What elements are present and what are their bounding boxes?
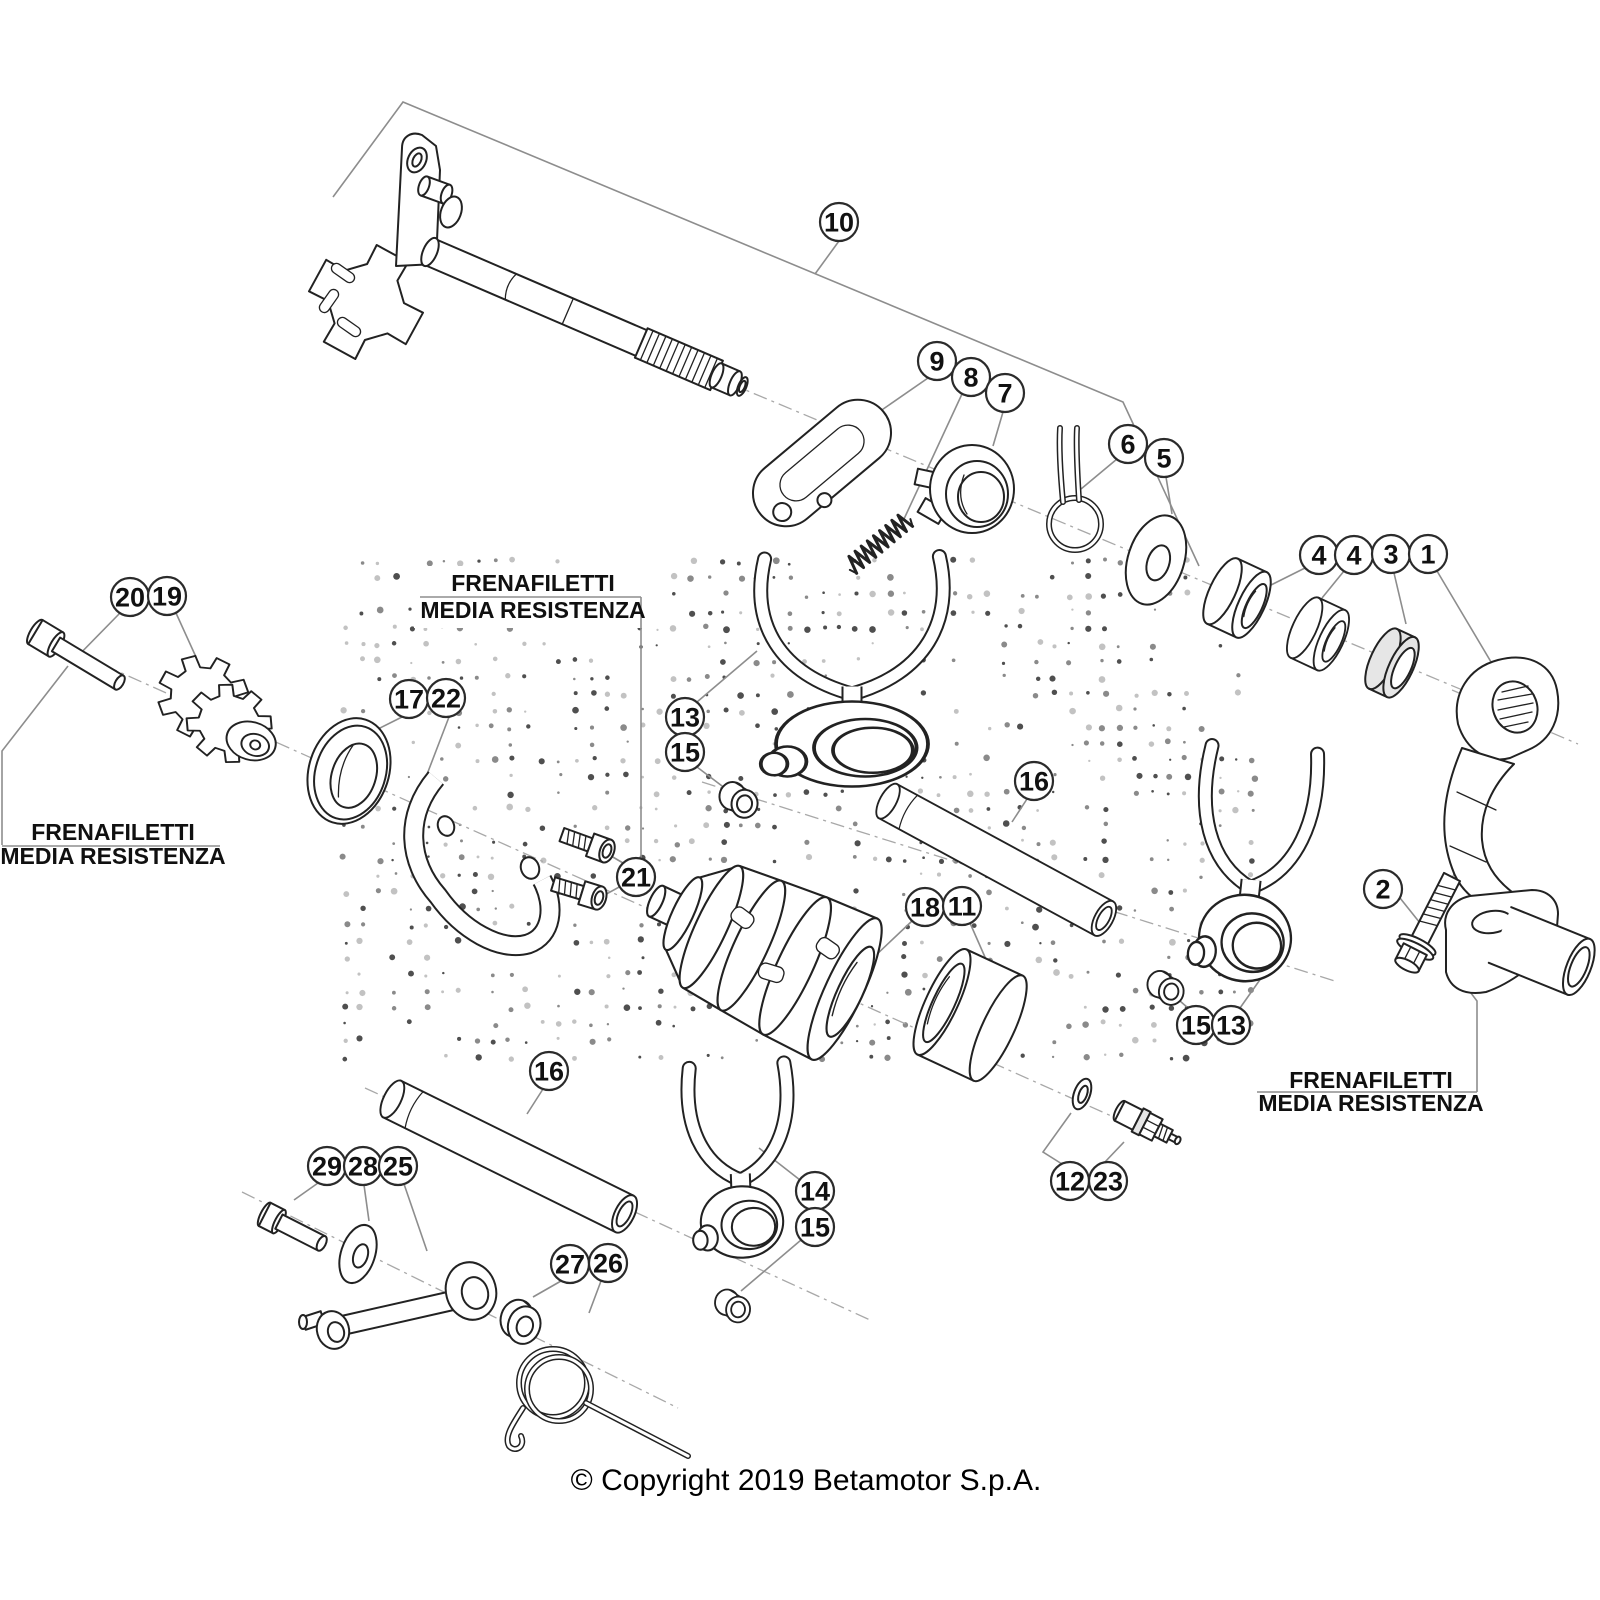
- callout-10: [820, 203, 858, 241]
- note-center-line2: MEDIA RESISTENZA: [420, 597, 646, 623]
- callout-27: [551, 1245, 589, 1283]
- svg-text:19: 19: [151, 581, 183, 612]
- svg-text:22: 22: [430, 683, 462, 714]
- callout-8: [952, 358, 990, 396]
- svg-text:17: 17: [393, 684, 425, 715]
- part-1-gear-shift-lever: [1444, 658, 1600, 1000]
- callout-15: [796, 1208, 834, 1246]
- part-4-bearing-a: [1196, 553, 1279, 643]
- part-15-bushing-bottom: [713, 1288, 753, 1324]
- callout-13: [666, 698, 704, 736]
- note-right-threadlocker: [1258, 1067, 1483, 1116]
- part-15-bushing-left: [717, 780, 760, 819]
- part-18-shift-drum: [618, 828, 895, 1067]
- callout-1: [1409, 535, 1447, 573]
- part-11-drum-bushing: [903, 943, 1037, 1088]
- callout-26: [589, 1244, 627, 1282]
- part-5-shim-washer: [1115, 508, 1197, 613]
- note-right-line1: FRENAFILETTI: [1289, 1067, 1453, 1093]
- callout-23: [1089, 1162, 1127, 1200]
- svg-text:18: 18: [909, 892, 941, 923]
- part-6-hairpin-spring: [1049, 428, 1101, 550]
- note-left-line2: MEDIA RESISTENZA: [0, 843, 226, 869]
- svg-text:16: 16: [1018, 766, 1050, 797]
- part-13-shift-fork-left: [761, 557, 943, 787]
- part-22-stopper-plate: [414, 778, 550, 946]
- part-25-stopper-lever: [299, 1257, 503, 1353]
- callout-22: [427, 679, 465, 717]
- part-28-washer: [333, 1220, 384, 1288]
- svg-text:23: 23: [1092, 1166, 1124, 1197]
- callout-5: [1145, 439, 1183, 477]
- callout-7: [986, 374, 1024, 412]
- callout-2: [1364, 870, 1402, 908]
- note-center-line1: FRENAFILETTI: [451, 570, 615, 596]
- svg-text:13: 13: [669, 702, 701, 733]
- callout-4: [1300, 536, 1338, 574]
- svg-text:13: 13: [1215, 1010, 1247, 1041]
- callout-18: [906, 888, 944, 926]
- callout-29: [308, 1147, 346, 1185]
- callout-17: [390, 680, 428, 718]
- part-26-torsion-spring: [507, 1349, 688, 1456]
- svg-text:21: 21: [620, 862, 652, 893]
- callout-20: [111, 578, 149, 616]
- callout-16: [1015, 762, 1053, 800]
- callout-14: [796, 1172, 834, 1210]
- note-center-threadlocker: [420, 570, 645, 623]
- svg-text:4: 4: [1346, 540, 1362, 571]
- note-left-threadlocker: [0, 819, 225, 869]
- svg-text:28: 28: [347, 1151, 379, 1182]
- svg-text:1: 1: [1420, 539, 1436, 570]
- svg-text:3: 3: [1383, 539, 1399, 570]
- svg-text:2: 2: [1375, 874, 1391, 905]
- svg-text:8: 8: [963, 362, 979, 393]
- svg-text:5: 5: [1156, 443, 1172, 474]
- part-17-oil-seal: [294, 707, 403, 834]
- callout-25: [379, 1147, 417, 1185]
- svg-text:26: 26: [592, 1248, 624, 1279]
- callout-9: [918, 342, 956, 380]
- svg-text:15: 15: [669, 737, 701, 768]
- part-3-seal-ring: [1358, 624, 1426, 702]
- svg-text:25: 25: [382, 1151, 414, 1182]
- svg-text:16: 16: [533, 1056, 565, 1087]
- part-8-coil-spring: [843, 511, 915, 576]
- note-right-line2: MEDIA RESISTENZA: [1258, 1090, 1484, 1116]
- callout-21: [617, 858, 655, 896]
- callout-28: [344, 1147, 382, 1185]
- callout-3: [1372, 535, 1410, 573]
- part-15-bushing-right: [1145, 969, 1186, 1006]
- callout-13: [1212, 1006, 1250, 1044]
- part-7-ratchet-cam: [915, 445, 1014, 533]
- callout-4: [1335, 536, 1373, 574]
- svg-text:6: 6: [1120, 429, 1136, 460]
- part-27-roller: [495, 1296, 547, 1349]
- svg-text:14: 14: [799, 1176, 831, 1207]
- callout-12: [1051, 1162, 1089, 1200]
- svg-text:11: 11: [947, 891, 977, 922]
- svg-text:27: 27: [554, 1249, 586, 1280]
- callout-16: [530, 1052, 568, 1090]
- part-21-socket-screw-a: [558, 823, 618, 864]
- callout-11: [943, 887, 981, 925]
- svg-text:4: 4: [1311, 540, 1327, 571]
- callout-19: [148, 577, 186, 615]
- svg-text:15: 15: [1180, 1010, 1212, 1041]
- note-left-line1: FRENAFILETTI: [31, 819, 195, 845]
- part-10-shift-shaft-assembly: [309, 134, 752, 403]
- svg-text:7: 7: [997, 378, 1013, 409]
- part-19-index-cam-assembly: [144, 645, 295, 774]
- part-9-selector-plate: [740, 386, 908, 542]
- svg-text:10: 10: [823, 207, 855, 238]
- svg-text:12: 12: [1054, 1166, 1086, 1197]
- callout-6: [1109, 425, 1147, 463]
- callout-15: [666, 733, 704, 771]
- copyright-text: © Copyright 2019 Betamotor S.p.A.: [570, 1464, 1042, 1497]
- svg-text:20: 20: [114, 582, 146, 613]
- svg-text:29: 29: [311, 1151, 343, 1182]
- part-4-bearing-b: [1280, 593, 1356, 676]
- callout-15: [1177, 1006, 1215, 1044]
- part-29-pin: [255, 1201, 331, 1257]
- svg-text:15: 15: [799, 1212, 831, 1243]
- svg-text:9: 9: [929, 346, 945, 377]
- part-20-bolt: [24, 617, 130, 696]
